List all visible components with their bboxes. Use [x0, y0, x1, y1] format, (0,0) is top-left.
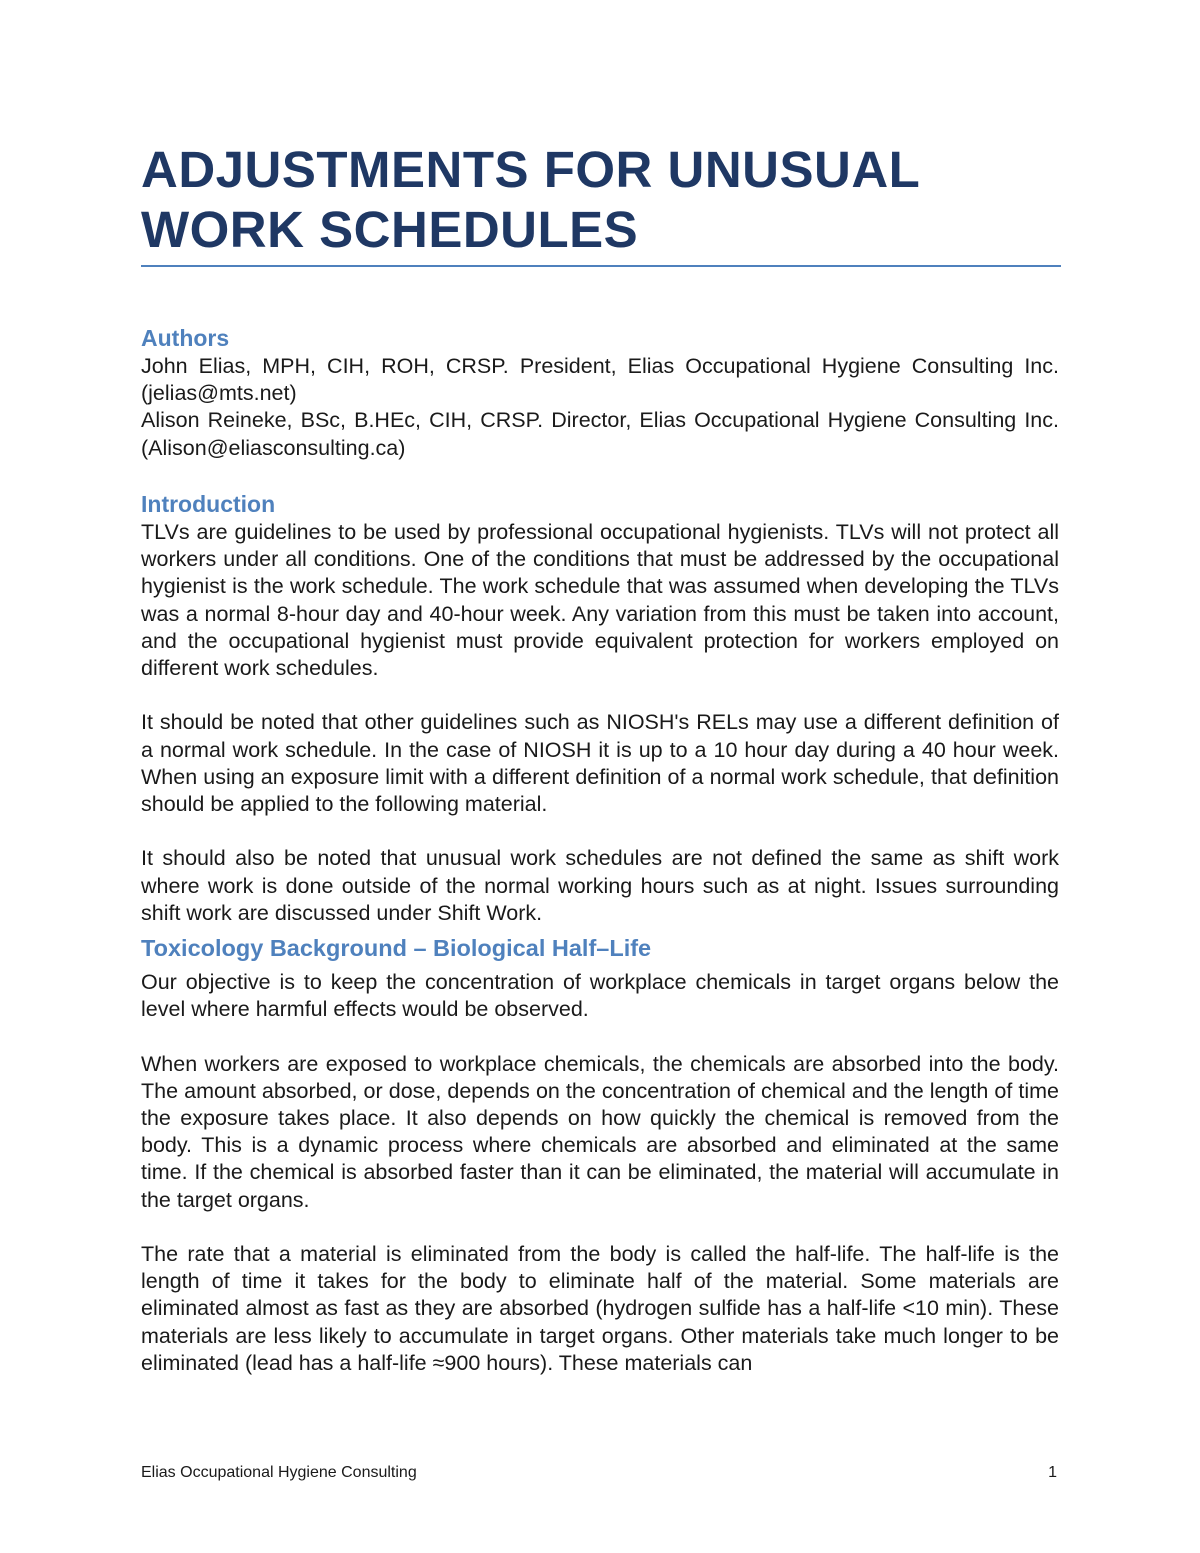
- page-number: 1: [1048, 1464, 1057, 1481]
- title-line-1: ADJUSTMENTS FOR UNUSUAL: [141, 141, 921, 198]
- introduction-paragraph: It should be noted that other guidelines such as NIOSH's RELs may use a different definition of a normal work schedule. In the case of NIOSH it is up to a 10 hour day during a 40 hour week. When using an exposure limit with a different definition of a normal work schedule, that definition should be applied to the following material.: [141, 710, 1059, 817]
- introduction-paragraph: TLVs are guidelines to be used by professional occupational hygienists. TLVs will not protect all workers under all conditions. One of the conditions that must be addressed by the occupational hygienist is the work schedule. The work schedule that was assumed when developing the TLVs was a normal 8-hour day and 40-hour week. Any variation from this must be taken into account, and the occupational hygienist must provide equivalent protection for workers employed on different work schedules.: [141, 520, 1059, 681]
- spacer: [141, 1023, 1059, 1050]
- introduction-heading: Introduction: [141, 491, 276, 517]
- title-underline: [141, 265, 1061, 267]
- document-page: [141, 0, 1059, 1553]
- toxicology-heading: Toxicology Background – Biological Half–Life: [141, 935, 652, 962]
- footer-organization: Elias Occupational Hygiene Consulting: [141, 1464, 417, 1481]
- spacer: [141, 682, 1059, 709]
- toxicology-paragraph: Our objective is to keep the concentration of workplace chemicals in target organs below the level where harmful effects would be observed.: [141, 970, 1059, 1022]
- introduction-paragraph: It should also be noted that unusual work schedules are not defined the same as shift work where work is done outside of the normal working hours such as at night. Issues surrounding shift work are discussed under Shift Work.: [141, 846, 1059, 925]
- author-entry: Alison Reineke, BSc, B.HEc, CIH, CRSP. Director, Elias Occupational Hygiene Consulting Inc. (Alison@eliasconsulting.ca): [141, 408, 1059, 460]
- author-entry: John Elias, MPH, CIH, ROH, CRSP. President, Elias Occupational Hygiene Consulting Inc. (jelias@mts.net): [141, 354, 1059, 406]
- spacer: [141, 1214, 1059, 1241]
- document-body: [141, 323, 1059, 1377]
- toxicology-paragraph: The rate that a material is eliminated from the body is called the half-life. The half-life is the length of time it takes for the body to eliminate half of the material. Some materials are eliminated almost as fast as they are absorbed (hydrogen sulfide has a half-life <10 min). These materials are less likely to accumulate in target organs. Other materials take much longer to be eliminated (lead has a half-life ≈900 hours). These materials can: [141, 1242, 1059, 1375]
- toxicology-paragraph: When workers are exposed to workplace chemicals, the chemicals are absorbed into the body. The amount absorbed, or dose, depends on the concentration of chemical and the length of time the exposure takes place. It also depends on how quickly the chemical is removed from the body. This is a dynamic process where chemicals are absorbed and eliminated at the same time. If the chemical is absorbed faster than it can be eliminated, the material will accumulate in the target organs.: [141, 1051, 1059, 1212]
- authors-heading: Authors: [141, 325, 230, 351]
- spacer: [141, 818, 1059, 845]
- document-title: [141, 140, 1059, 260]
- spacer: [141, 462, 1059, 489]
- title-line-2: WORK SCHEDULES: [141, 201, 639, 258]
